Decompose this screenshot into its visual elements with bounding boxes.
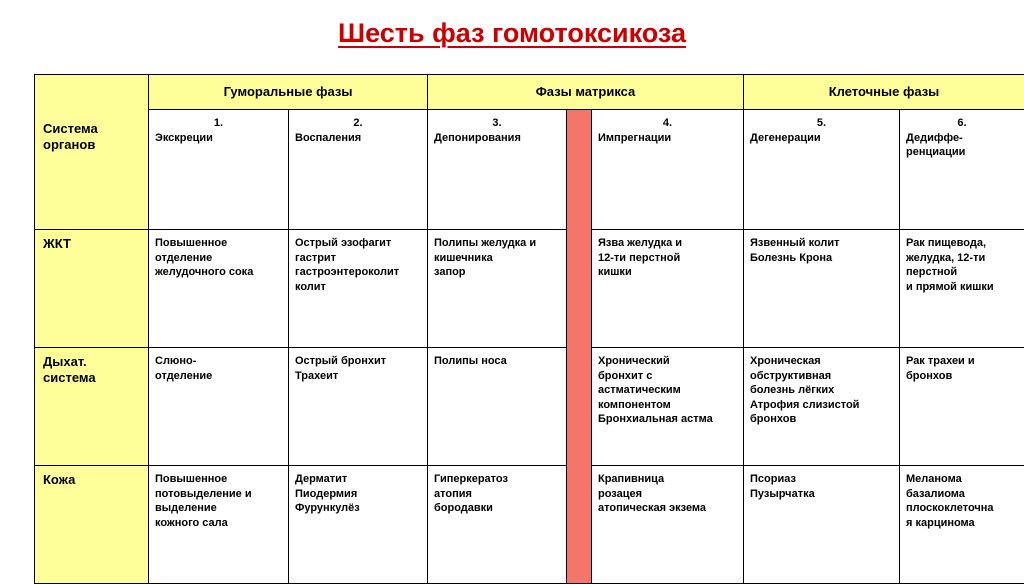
table-cell: Повышенное отделение желудочного сока (149, 230, 289, 348)
table-cell: Меланома базалиома плоскоклеточна я карцинома (900, 466, 1024, 584)
table-row (35, 466, 1024, 584)
table-cell: Хроническая обструктивная болезнь лёгких Атрофия слизистой бронхов (744, 348, 900, 466)
table-cell: Рак трахеи и бронхов (900, 348, 1024, 466)
table-cell: Полипы носа (428, 348, 567, 466)
row-system-label: ЖКТ (35, 230, 149, 348)
page-title: Шесть фаз гомотоксикоза (0, 18, 1024, 49)
table-cell: Острый бронхит Трахеит (289, 348, 428, 466)
phase-header-2: 2. Воспаления (289, 110, 428, 230)
table-row (35, 230, 1024, 348)
phase-header-1: 1. Экскреции (149, 110, 289, 230)
phase-header-6: 6. Дедиффе- ренциации (900, 110, 1024, 230)
table-cell: Псориаз Пузырчатка (744, 466, 900, 584)
table-cell: Крапивница розацея атопическая экзема (592, 466, 744, 584)
table-cell: Слюно- отделение (149, 348, 289, 466)
table-cell: Рак пищевода, желудка, 12-ти перстной и прямой кишки (900, 230, 1024, 348)
phases-table (34, 74, 1024, 584)
table-cell: Язвенный колит Болезнь Крона (744, 230, 900, 348)
row-system-label: Дыхат. система (35, 348, 149, 466)
table-cell: Язва желудка и 12-ти перстной кишки (592, 230, 744, 348)
system-header: Система органов (35, 75, 149, 230)
table-cell: Гиперкератоз атопия бородавки (428, 466, 567, 584)
table-cell: Полипы желудка и кишечника запор (428, 230, 567, 348)
phase-header-4: 4. Импрегнации (592, 110, 744, 230)
row-system-label: Кожа (35, 466, 149, 584)
table-cell: Дерматит Пиодермия Фурункулёз (289, 466, 428, 584)
group-matrix: Фазы матрикса (428, 75, 744, 110)
table-row (35, 348, 1024, 466)
table-cell: Хронический бронхит с астматическим компонентом Бронхиальная астма (592, 348, 744, 466)
group-humoral: Гуморальные фазы (149, 75, 428, 110)
table-cell: Повышенное потовыделение и выделение кожного сала (149, 466, 289, 584)
phase-header-3: 3. Депонирования (428, 110, 567, 230)
biological-divide-stripe (567, 110, 592, 584)
table-cell: Острый эзофагит гастрит гастроэнтероколит колит (289, 230, 428, 348)
group-cellular: Клеточные фазы (744, 75, 1024, 110)
phase-header-5: 5. Дегенерации (744, 110, 900, 230)
